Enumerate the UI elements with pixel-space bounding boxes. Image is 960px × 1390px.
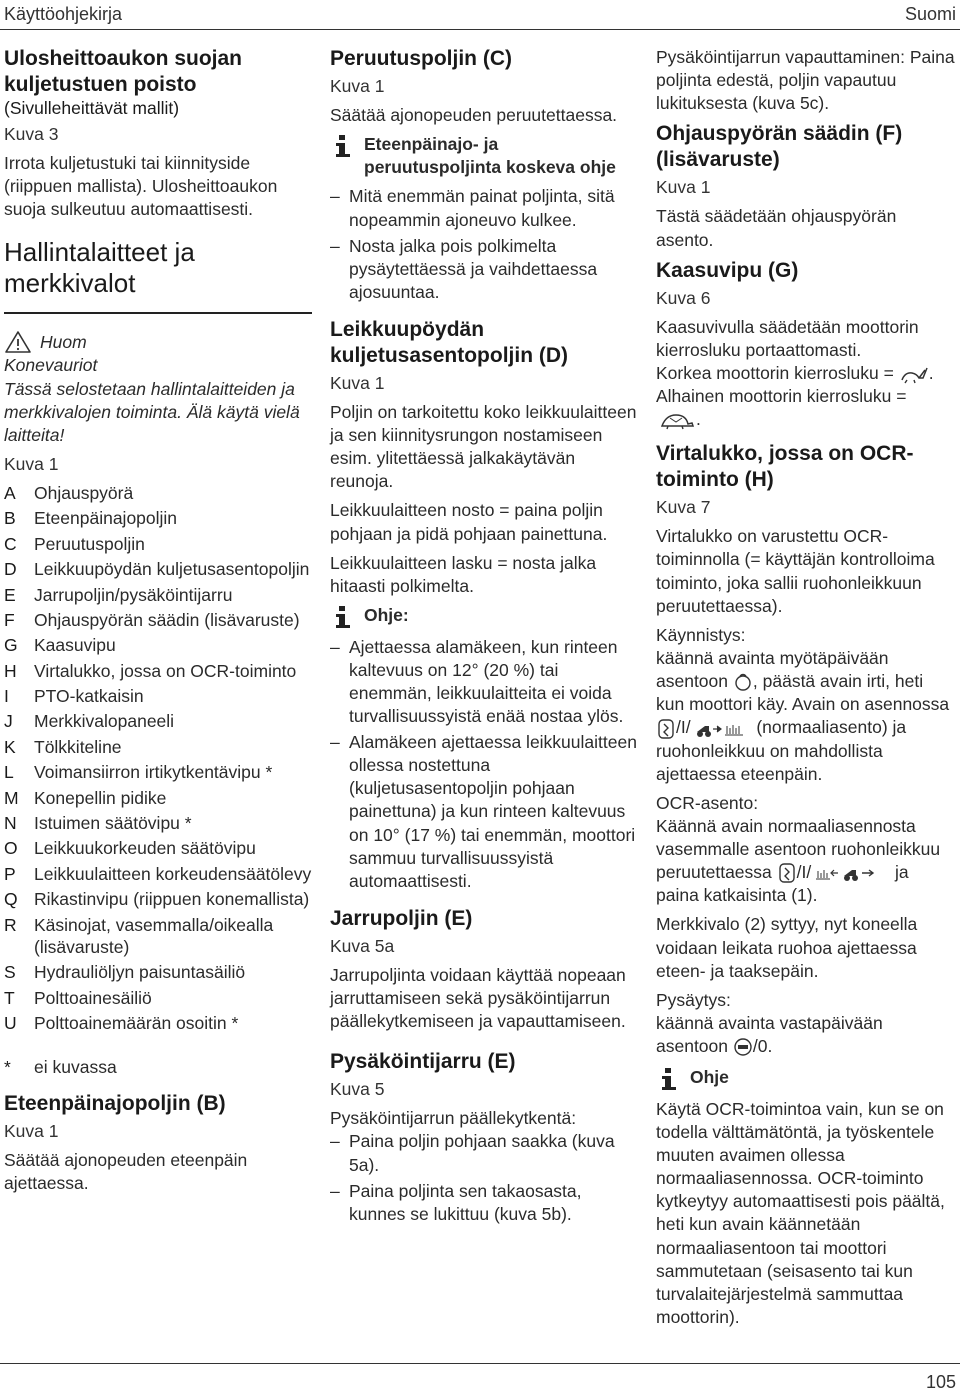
- paragraph: Säätää ajonopeuden eteenpäin ajettaessa.: [4, 1150, 248, 1194]
- paragraph-high-rpm: Korkea moottorin kierrosluku = .: [656, 362, 934, 383]
- control-list-item: [4, 987, 312, 1009]
- control-name: Merkkivalopaneeli: [34, 711, 175, 732]
- control-list-item: [4, 961, 312, 983]
- paragraph-low-rpm: Alhainen moottorin kierrosluku = .: [656, 386, 907, 430]
- section-title-steering-adjuster: Ohjauspyörän säädin (F) (lisävaruste): [656, 122, 903, 172]
- header-language: Suomi: [904, 4, 956, 24]
- bullet-text: Paina poljin pohjaan saakka (kuva 5a).: [349, 1131, 615, 1175]
- page-number: 105: [925, 1372, 956, 1390]
- control-name: Rikastinvipu (riippuen konemallista): [34, 889, 310, 910]
- info-icon: [656, 1066, 682, 1092]
- control-name: Konepellin pidike: [34, 787, 167, 808]
- control-letter: A: [4, 482, 16, 503]
- control-name: Eteenpäinajopoljin: [34, 508, 178, 529]
- control-name: Tölkkiteline: [34, 736, 122, 757]
- bullet-item: [330, 636, 640, 728]
- bullet-text: Nosta jalka pois polkimelta pysäytettäessä ja vaihdettaessa ajosuuntaa.: [349, 235, 598, 302]
- control-list-item: [4, 507, 312, 529]
- note-list: [330, 636, 640, 893]
- info-note: [330, 133, 640, 179]
- control-letter: C: [4, 533, 17, 554]
- control-name: Virtalukko, jossa on OCR-toiminto: [34, 660, 297, 681]
- control-name: Peruutuspoljin: [34, 533, 145, 554]
- light-icon: [656, 718, 676, 740]
- info-note: [656, 1066, 956, 1092]
- control-letter: I: [4, 686, 9, 707]
- section-title-transport-pedal: Leikkuupöydän kuljetusasentopoljin (D): [330, 317, 569, 367]
- note-list: [330, 185, 640, 303]
- bullet-item: [330, 731, 640, 893]
- control-list-item: [4, 863, 312, 885]
- control-name: Kaasuvipu: [34, 635, 116, 656]
- turtle-icon: [656, 411, 696, 431]
- column-right: [656, 46, 956, 1335]
- warning-title: Huom: [40, 331, 87, 352]
- control-list-item: [4, 888, 312, 910]
- control-list-item: [4, 736, 312, 758]
- control-letter: T: [4, 987, 15, 1008]
- note-title: Eteenpäinajo- ja peruutuspoljinta koskeva ohje: [364, 134, 616, 178]
- bullet-dash: –: [330, 235, 340, 256]
- control-letter: L: [4, 762, 14, 783]
- control-letter: U: [4, 1013, 17, 1034]
- figure-ref: Kuva 1: [4, 453, 59, 474]
- figure-ref: Kuva 3: [4, 123, 59, 144]
- figure-ref: Kuva 1: [4, 1120, 59, 1141]
- control-letter: J: [4, 711, 13, 732]
- warning-text: Tässä selostetaan hallintalaitteiden ja merkkivalojen toiminta. Älä käytä vielä laitteita!: [4, 378, 300, 445]
- control-list-item: [4, 761, 312, 783]
- control-letter: D: [4, 559, 17, 580]
- info-icon: [330, 604, 356, 630]
- key-stop-icon: [733, 1037, 753, 1057]
- paragraph: Virtalukko on varustettu OCR-toiminnolla (= käyttäjän kontrolloima toiminto, joka sallii ruohonleikkuun peruutettaessa).: [656, 526, 935, 616]
- control-name: Leikkuulaitteen korkeudensäätölevy: [34, 863, 312, 884]
- note-title: Ohje: [690, 1067, 729, 1087]
- section-title-throttle: Kaasuvipu (G): [656, 258, 799, 282]
- control-letter: B: [4, 508, 16, 529]
- warning-box: [4, 330, 312, 446]
- control-list-item: [4, 634, 312, 656]
- control-letter: M: [4, 787, 19, 808]
- paragraph: Leikkuulaitteen nosto = paina poljin pohjaan ja pidä pohjaan painettuna.: [330, 500, 608, 544]
- bullet-item: [330, 235, 640, 304]
- mower-forward-icon: [695, 720, 751, 738]
- column-middle: [330, 46, 640, 1229]
- control-list-item: [4, 660, 312, 682]
- info-note: [330, 604, 640, 630]
- control-list-item: [4, 710, 312, 732]
- start-instructions: käännä avainta myötäpäivään asentoon , päästä avain irti, heti kun moottori käy. Avain on asennossa /I/ (normaaliasento) ja ruohonleikkuu on mahdollista ajettaessa eteenpäin.: [656, 647, 950, 784]
- section-title-reverse-pedal: Peruutuspoljin (C): [330, 47, 512, 70]
- control-list-item: [4, 533, 312, 555]
- control-list-item: [4, 685, 312, 707]
- bullet-text: Alamäkeen ajettaessa leikkuulaitteen ollessa nostettuna (kuljetusasentopoljin pohjaan painettuna) ja kun rinteen kaltevuus on 10° (17 %) tai enemmän, moottori sammuu turvallisuussyistä automaattisesti.: [349, 732, 637, 891]
- paragraph: Tästä säädetään ohjauspyörän asento.: [656, 206, 897, 250]
- ocr-label: OCR-asento:: [656, 792, 759, 813]
- section-title-parking-brake: Pysäköintijarru (E): [330, 1050, 516, 1074]
- page-header: [0, 0, 960, 30]
- paragraph: Kaasuvivulla säädetään moottorin kierrosluku portaattomasti.: [656, 316, 919, 360]
- control-letter: K: [4, 736, 16, 757]
- paragraph: Pysäköintijarrun päällekytkentä:: [330, 1108, 577, 1129]
- control-letter: G: [4, 635, 18, 656]
- bullet-item: [330, 1180, 640, 1226]
- note-text: Käytä OCR-toimintoa vain, kun se on todella välttämätöntä, ja työskentele muuten avaimen ollessa normaaliasennossa. OCR-toiminto kytkeytyy automaattisesti pois päältä, heti kun avain käännetään normaaliasentoon tai moottori sammutetaan (seisasento tai kun turvalaitejärjestelmä sammuttaa moottorin).: [656, 1099, 945, 1327]
- control-name: Käsinojat, vasemmalla/oikealla (lisävaruste): [34, 914, 274, 957]
- stop-label: Pysäytys:: [656, 989, 731, 1010]
- paragraph: Poljin on tarkoitettu koko leikkuulaitteen ja sen kiinnitysrungon nostamiseen esim. ylitettäessä jalkakäytävän reunoja.: [330, 402, 637, 492]
- bullet-dash: –: [330, 1180, 340, 1201]
- figure-ref: Kuva 7: [656, 497, 711, 518]
- control-name: Hydrauliöljyn paisuntasäiliö: [34, 962, 246, 983]
- figure-ref: Kuva 1: [656, 177, 711, 198]
- warning-subtitle: Konevauriot: [4, 355, 98, 376]
- control-name: Jarrupoljin/pysäköintijarru: [34, 584, 233, 605]
- ocr-instructions: Käännä avain normaaliasennosta vasemmalle asentoon ruohonleikkuu peruutettaessa /I/ ja paina katkaisinta (1).: [656, 815, 941, 906]
- section-title-forward-pedal: Eteenpäinajopoljin (B): [4, 1091, 226, 1115]
- control-list-item: [4, 609, 312, 631]
- control-list-item: [4, 584, 312, 606]
- control-letter: N: [4, 813, 17, 834]
- section-title-discharge-guard: Ulosheittoaukon suojan kuljetustuen poisto (Sivulleheittävät mallit): [4, 46, 312, 120]
- figure-ref: Kuva 6: [656, 287, 711, 308]
- paragraph: Pysäköintijarrun vapauttaminen: Paina poljinta edestä, poljin vapautuu lukituksesta (kuva 5c).: [656, 47, 955, 114]
- bullet-text: Paina poljinta sen takaosasta, kunnes se lukittuu (kuva 5b).: [349, 1180, 582, 1224]
- control-list-item: [4, 812, 312, 834]
- stop-instructions: käännä avainta vastapäivään asentoon /0.: [656, 1012, 883, 1056]
- control-name: Polttoainesäiliö: [34, 987, 152, 1008]
- mower-reverse-icon: [816, 864, 890, 882]
- paragraph: Säätää ajonopeuden peruutettaessa.: [330, 105, 618, 126]
- control-name: Leikkuupöydän kuljetusasentopoljin: [34, 559, 310, 580]
- figure-ref: Kuva 5: [330, 1079, 385, 1100]
- control-letter: F: [4, 609, 15, 630]
- control-list-item: [4, 787, 312, 809]
- paragraph: Jarrupoljinta voidaan käyttää nopeaan jarruttamiseen sekä pysäköintijarrun päällekytkemiseen ja vapauttamiseen.: [330, 964, 626, 1032]
- control-letter: R: [4, 914, 17, 935]
- column-left: [4, 46, 312, 1201]
- control-name: Ohjauspyörä: [34, 482, 134, 503]
- footnote: * ei kuvassa: [4, 1056, 117, 1077]
- control-name: Ohjauspyörän säädin (lisävaruste): [34, 609, 300, 630]
- header-manual-title: Käyttöohjekirja: [4, 4, 123, 24]
- control-letter: O: [4, 838, 18, 859]
- control-name: PTO-katkaisin: [34, 686, 144, 707]
- controls-list: [4, 482, 312, 1035]
- note-title: Ohje:: [364, 604, 409, 625]
- paragraph: Merkkivalo (2) syttyy, nyt koneella voidaan leikata ruohoa ajettaessa eteen- ja taaksepäin.: [656, 914, 918, 981]
- control-letter: E: [4, 584, 16, 605]
- control-list-item: [4, 558, 312, 580]
- rabbit-icon: [899, 364, 929, 384]
- section-title-brake-pedal: Jarrupoljin (E): [330, 906, 473, 930]
- control-list-item: [4, 837, 312, 859]
- bullet-dash: –: [330, 636, 340, 657]
- warning-triangle-icon: [4, 330, 32, 354]
- paragraph: Leikkuulaitteen lasku = nosta jalka hitaasti polkimelta.: [330, 552, 597, 596]
- control-name: Istuimen säätövipu *: [34, 813, 192, 834]
- parking-brake-steps: [330, 1130, 640, 1225]
- control-letter: Q: [4, 889, 18, 910]
- control-letter: P: [4, 863, 16, 884]
- control-name: Voimansiirron irtikytkentävipu *: [34, 762, 273, 783]
- start-label: Käynnistys:: [656, 624, 746, 645]
- bullet-dash: –: [330, 186, 340, 207]
- figure-ref: Kuva 1: [330, 76, 385, 97]
- key-start-icon: [733, 672, 753, 692]
- control-letter: S: [4, 962, 16, 983]
- bullet-item: [330, 185, 640, 231]
- control-name: Polttoainemäärän osoitin *: [34, 1013, 239, 1034]
- light-icon: [777, 862, 797, 884]
- paragraph: Irrota kuljetustuki tai kiinnityside (riippuen mallista). Ulosheittoaukon suoja sulkeutuu automaattisesti.: [4, 152, 278, 220]
- section-title-ignition-ocr: Virtalukko, jossa on OCR-toiminto (H): [656, 442, 914, 492]
- section-subtitle: (Sivulleheittävät mallit): [4, 98, 180, 119]
- chapter-title-controls: Hallintalaitteet ja merkkivalot: [4, 237, 312, 314]
- control-list-item: [4, 482, 312, 504]
- bullet-dash: –: [330, 1131, 340, 1152]
- bullet-text: Ajettaessa alamäkeen, kun rinteen kaltevuus on 12° (20 %) tai enemmän, leikkuulaitteita ei voida turvallisuussyistä enää nostaa ylös.: [349, 636, 624, 727]
- bullet-dash: –: [330, 732, 340, 753]
- control-list-item: [4, 914, 312, 959]
- figure-ref: Kuva 1: [330, 372, 385, 393]
- figure-ref: Kuva 5a: [330, 935, 395, 956]
- bullet-item: [330, 1130, 640, 1176]
- control-name: Leikkuukorkeuden säätövipu: [34, 838, 256, 859]
- info-icon: [330, 133, 356, 159]
- control-list-item: [4, 1012, 312, 1034]
- control-letter: H: [4, 660, 17, 681]
- page-footer: [0, 1363, 960, 1390]
- bullet-text: Mitä enemmän painat poljinta, sitä nopeammin ajoneuvo kulkee.: [349, 186, 615, 230]
